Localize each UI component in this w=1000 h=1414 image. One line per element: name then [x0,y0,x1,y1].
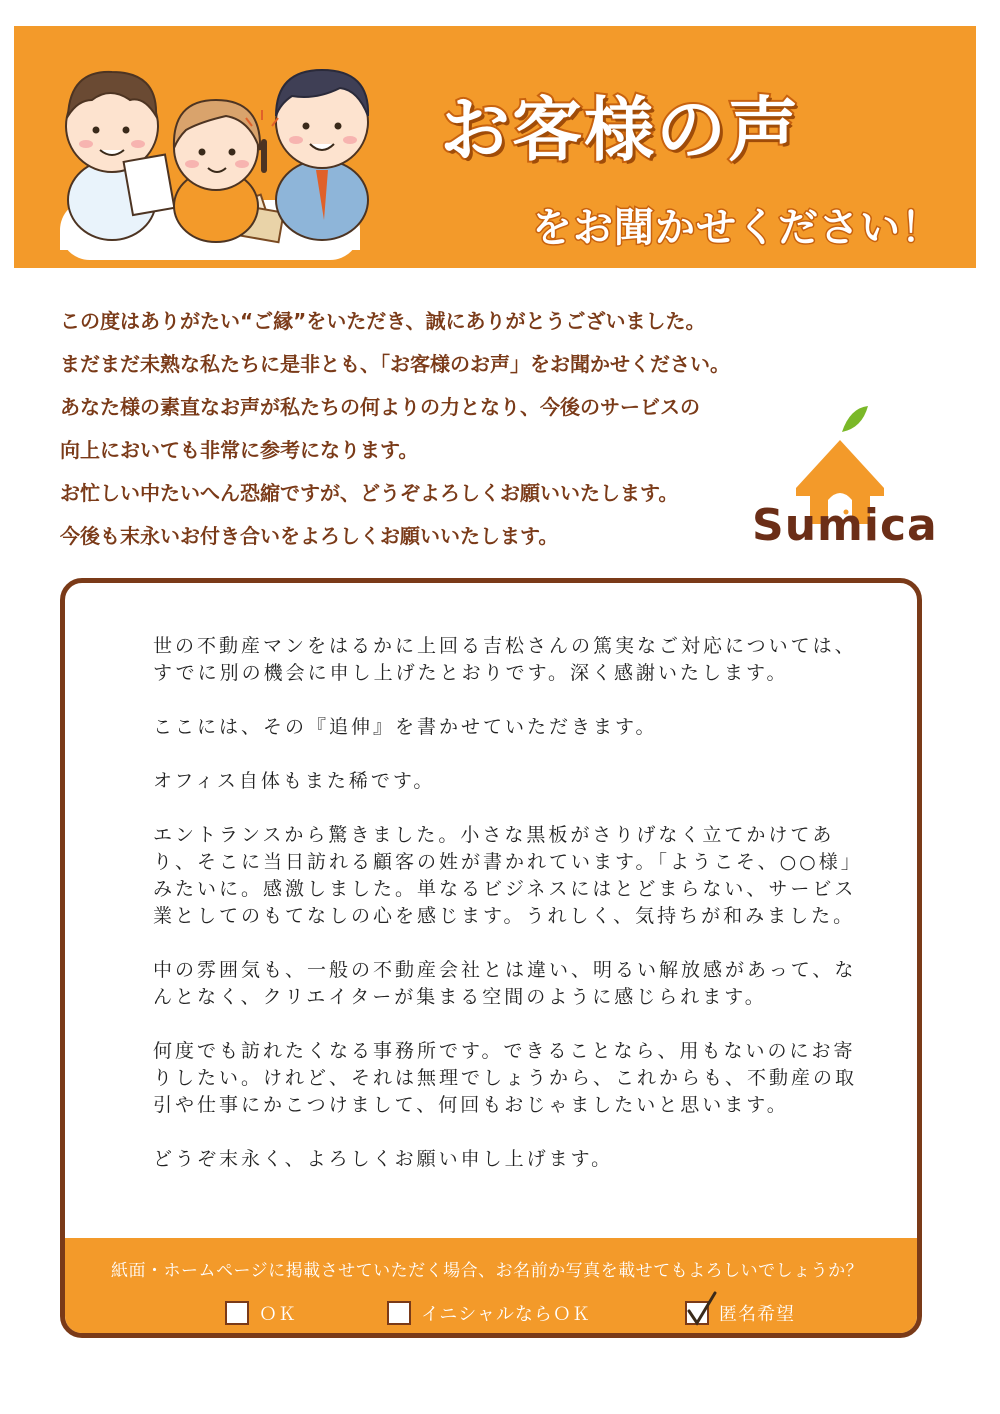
option-anonymous[interactable] [685,1300,795,1326]
intro-line: 今後も末永いお付き合いをよろしくお願いいたします。 [60,524,559,548]
checkbox-anonymous[interactable] [685,1301,709,1325]
option-ok[interactable] [225,1300,297,1326]
logo-text: Sumica [752,500,938,551]
option-label: ＯＫ [259,1304,297,1325]
intro-line: 向上においても非常に参考になります。 [60,438,419,462]
intro-line: あなた様の素直なお声が私たちの何よりの力となり、今後のサービスの [60,395,700,419]
intro-line: お忙しい中たいへん恐縮ですが、どうぞよろしくお願いいたします。 [60,481,679,505]
checkbox-initials-ok[interactable] [387,1301,411,1325]
customers-illustration [40,30,380,260]
publication-consent [65,1238,917,1338]
option-label: 匿名希望 [719,1304,795,1325]
letter-paragraph: どうぞ末永く、よろしくお願い申し上げます。 [153,1148,614,1170]
letter-paragraph: 何度でも訪れたくなる事務所です。できることなら、用もないのにお寄りしたい。けれど、それは無理でしょうから、これからも、不動産の取引や仕事にかこつけまして、何回もおじゃましたいと思います。 [153,1040,858,1116]
letter-paragraph: 世の不動産マンをはるかに上回る吉松さんの篤実なご対応については、すでに別の機会に申し上げたとおりです。深く感謝いたします。 [153,635,857,684]
letter-paragraph: ここには、その『追伸』を書かせていただきます。 [153,716,658,738]
intro-message [60,300,760,558]
page-title: お客様の声 [440,89,800,171]
letter-paragraph: オフィス自体もまた稀です。 [153,770,436,792]
customer-letter [153,633,873,1200]
page-subtitle: をお聞かせください！ [532,205,942,251]
intro-line: この度はありがたい“ご縁”をいただき、誠にありがとうございました。 [60,309,706,333]
intro-line: まだまだ未熟な私たちに是非とも、「お客様のお声」をお聞かせください。 [60,352,730,376]
letter-paragraph: エントランスから驚きました。小さな黒板がさりげなく立てかけてあり、そこに当日訪れる顧客の姓が書かれています。「ようこそ、○○様」みたいに。感激しました。単なるビジネスにはとどまらない、サービス業としてのもてなしの心を感じます。うれしく、気持ちが和みました。 [153,824,863,927]
customer-letter-box [60,578,922,1338]
option-initials-ok[interactable] [387,1300,591,1326]
checkmark-icon [685,1291,719,1327]
consent-question: 紙面・ホームページに掲載させていただく場合、お名前か写真を載せてもよろしいでしょうか？ [111,1261,864,1281]
checkbox-ok[interactable] [225,1301,249,1325]
option-label: イニシャルならＯＫ [421,1304,591,1325]
letter-paragraph: 中の雰囲気も、一般の不動産会社とは違い、明るい解放感があって、なんとなく、クリエイターが集まる空間のように感じられます。 [153,959,857,1008]
